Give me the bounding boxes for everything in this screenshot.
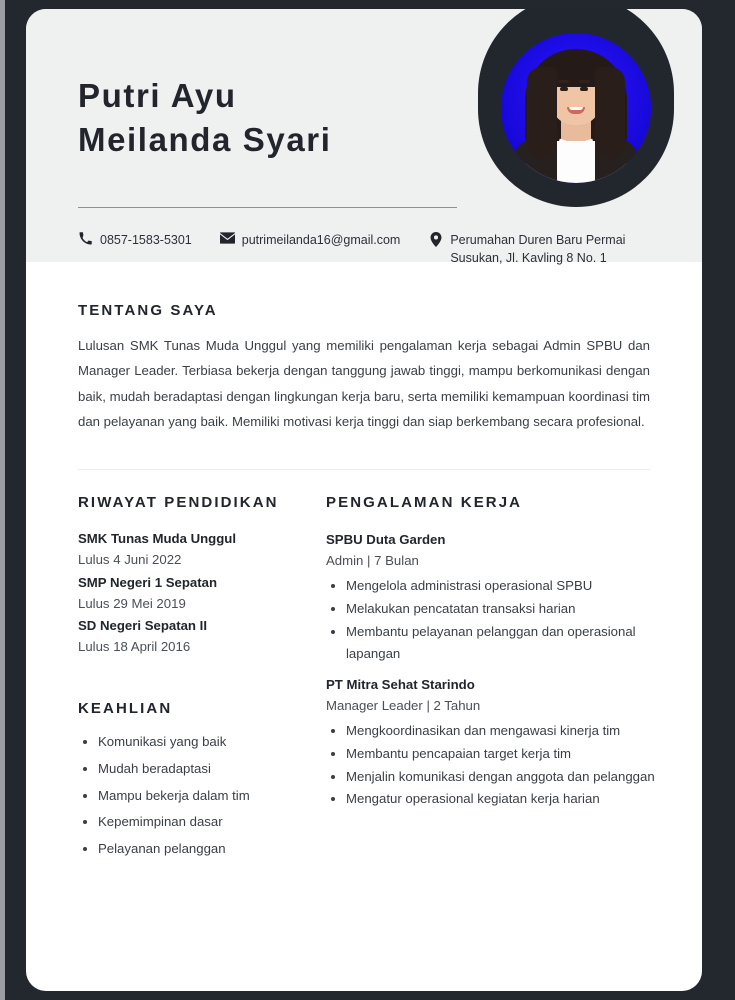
portrait-hair-left	[527, 67, 557, 159]
right-column	[326, 494, 702, 865]
phone-text: 0857-1583-5301	[100, 233, 192, 247]
avatar	[501, 33, 651, 183]
about-heading: TENTANG SAYA	[78, 302, 218, 319]
contact-address	[428, 231, 625, 267]
address-line-2: Susukan, Jl. Kavling 8 No. 1	[450, 251, 607, 266]
about-text: Lulusan SMK Tunas Muda Unggul yang memiliki pengalaman kerja sebagai Admin SPBU dan Manager Leader. Terbiasa bekerja dengan tanggung jawab tinggi, mampu berkomunikasi dengan baik, mudah beradaptasi dengan lingkungan kerja baru, serta memiliki kemampuan koordinasi tim dan pelayanan yang baik. Memiliki motivasi kerja tinggi dan siap berkembang secara profesional.	[78, 338, 650, 430]
skills-list	[78, 731, 314, 861]
list-item: Mengelola administrasi operasional SPBU	[326, 575, 660, 598]
name-line-2: Meilanda Syari	[78, 120, 332, 158]
two-column-area	[26, 494, 702, 865]
experience-heading: PENGALAMAN KERJA	[326, 494, 523, 511]
experience-company: SPBU Duta Garden	[326, 532, 446, 547]
portrait-hair-right	[595, 67, 625, 159]
phone-icon	[78, 231, 93, 247]
experience-bullets	[326, 720, 660, 811]
education-date: Lulus 29 Mei 2019	[78, 595, 186, 611]
list-item: Mudah beradaptasi	[78, 758, 314, 781]
experience-meta: Manager Leader | 2 Tahun	[326, 698, 481, 714]
list-item	[78, 573, 314, 615]
contact-email[interactable]	[220, 231, 401, 249]
experience-bullets	[326, 575, 660, 666]
header-divider	[78, 207, 457, 208]
portrait-eye-right	[580, 87, 588, 91]
page-title	[78, 74, 478, 162]
list-item: Membantu pencapaian target kerja tim	[326, 743, 660, 766]
list-item: Menjalin komunikasi dengan anggota dan pelanggan	[326, 766, 660, 789]
left-column	[26, 494, 326, 865]
experience-company: PT Mitra Sehat Starindo	[326, 677, 475, 693]
education-school: SD Negeri Sepatan II	[78, 618, 207, 634]
resume-page	[26, 9, 702, 991]
experience-item	[326, 674, 660, 811]
list-item: Membantu pelayanan pelanggan dan operasional lapangan	[326, 621, 660, 666]
portrait-eye-left	[560, 87, 568, 91]
list-item: Mengkoordinasikan dan mengawasi kinerja tim	[326, 720, 660, 743]
list-item: Melakukan pencatatan transaksi harian	[326, 598, 660, 621]
portrait-brow-right	[579, 80, 590, 83]
list-item: Kepemimpinan dasar	[78, 811, 314, 834]
contact-phone[interactable]	[78, 231, 192, 249]
portrait-teeth	[569, 107, 583, 110]
envelope-icon	[220, 231, 235, 247]
name-line-1: Putri Ayu	[78, 77, 237, 114]
map-pin-icon	[428, 231, 443, 247]
section-divider	[78, 469, 650, 470]
education-list	[78, 529, 314, 658]
contact-row	[78, 231, 698, 267]
experience-meta: Admin | 7 Bulan	[326, 553, 419, 569]
education-heading: RIWAYAT PENDIDIKAN	[78, 494, 279, 511]
list-item: Pelayanan pelanggan	[78, 838, 314, 861]
experience-item	[326, 529, 660, 666]
about-section	[78, 302, 650, 434]
skills-heading: KEAHLIAN	[78, 700, 173, 718]
education-date: Lulus 18 April 2016	[78, 639, 191, 655]
education-school: SMK Tunas Muda Unggul	[78, 531, 236, 546]
left-edge-strip	[0, 0, 5, 1000]
email-text: putrimeilanda16@gmail.com	[241, 233, 401, 247]
list-item: Mengatur operasional kegiatan kerja harian	[326, 788, 660, 811]
portrait-brow-left	[558, 80, 569, 83]
resume-header	[26, 9, 702, 266]
list-item: Mampu bekerja dalam tim	[78, 785, 314, 808]
list-item: Komunikasi yang baik	[78, 731, 314, 754]
photo-arch-backdrop	[478, 9, 674, 207]
list-item	[78, 529, 314, 571]
address-line-1: Perumahan Duren Baru Permai	[450, 233, 626, 247]
education-school: SMP Negeri 1 Sepatan	[78, 574, 218, 590]
list-item	[78, 616, 314, 658]
education-date: Lulus 4 Juni 2022	[78, 551, 182, 567]
